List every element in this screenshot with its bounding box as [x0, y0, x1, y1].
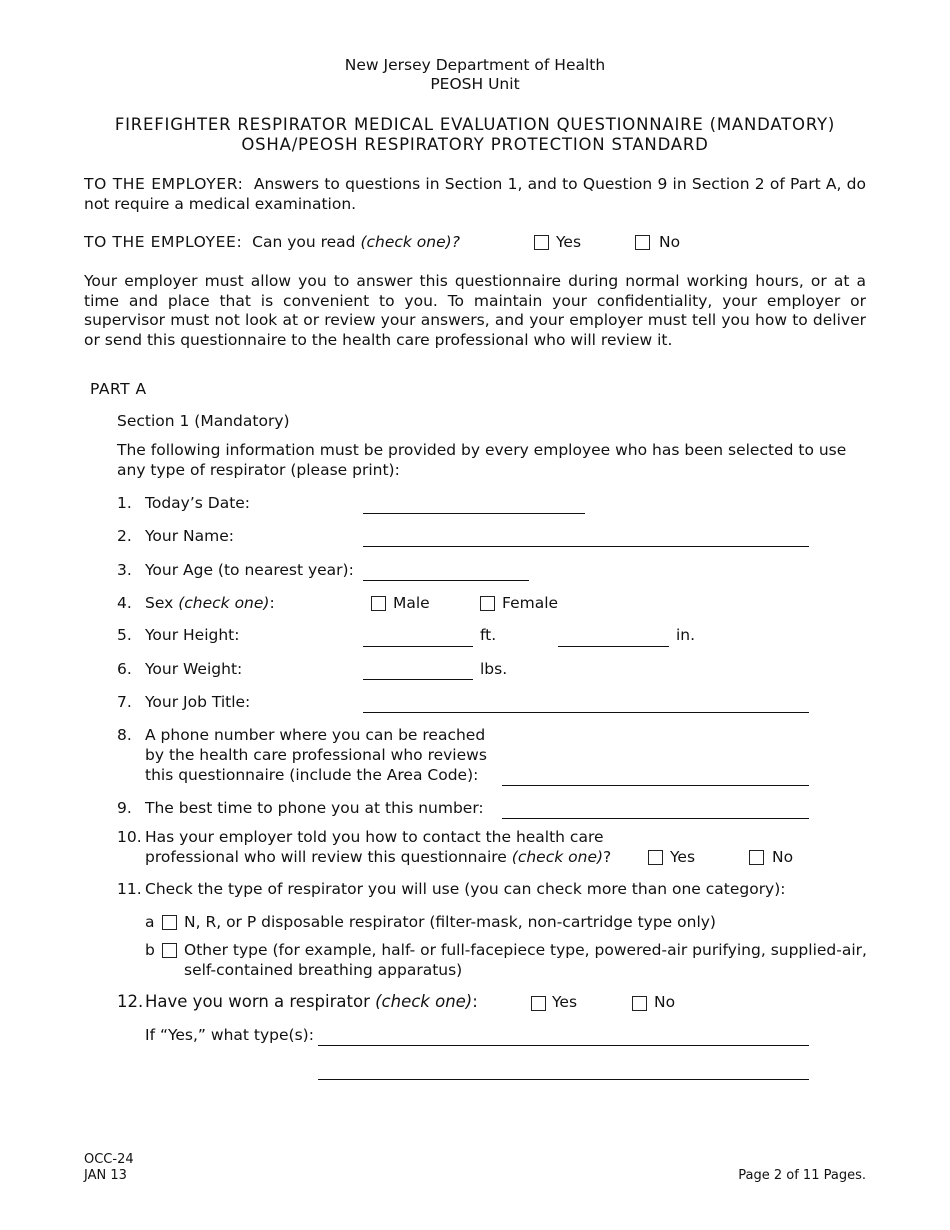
todays-date-field[interactable]: [363, 513, 585, 514]
q4-label: Sex: [145, 594, 174, 612]
height-inches-field[interactable]: [558, 646, 669, 647]
q12-label: Have you worn a respirator: [145, 992, 370, 1011]
q5-label: Your Height:: [145, 626, 240, 644]
q10-hint: (check one): [511, 848, 604, 866]
form-date: JAN 13: [84, 1168, 127, 1183]
unit-name: PEOSH Unit: [430, 75, 520, 93]
read-yes-label: Yes: [556, 233, 582, 251]
q4-hint: (check one): [178, 594, 270, 612]
q8-number: 8.: [117, 726, 132, 744]
agency-name: New Jersey Department of Health: [344, 56, 606, 74]
employer-note-label: TO THE EMPLOYER:: [84, 175, 244, 193]
q9-label: The best time to phone you at this number:: [145, 799, 484, 817]
q8-line1: A phone number where you can be reached: [145, 726, 486, 744]
contact-no-checkbox[interactable]: [749, 850, 764, 865]
employee-read-hint: (check one)?: [360, 233, 460, 251]
height-inches-unit: in.: [676, 626, 696, 644]
part-heading: PART A: [90, 380, 147, 398]
height-feet-unit: ft.: [480, 626, 497, 644]
contact-yes-checkbox[interactable]: [648, 850, 663, 865]
employer-note-text: Answers to questions in Section 1, and to Question 9 in Section 2 of Part A, do not require a medical examination.: [84, 175, 867, 213]
q3-number: 3.: [117, 561, 132, 579]
employee-read-question: [84, 233, 460, 252]
respirator-type-field-1[interactable]: [318, 1045, 809, 1046]
respirator-type-a-checkbox[interactable]: [162, 915, 177, 930]
respirator-type-field-2[interactable]: [318, 1079, 809, 1080]
q11-option-b-line1: Other type (for example, half- or full-facepiece type, powered-air purifying, supplied-air,: [184, 941, 867, 959]
height-feet-field[interactable]: [363, 646, 473, 647]
q11-option-a-text: N, R, or P disposable respirator (filter-mask, non-cartridge type only): [184, 913, 716, 931]
worn-no-label: No: [654, 993, 676, 1011]
q11-number: 11.: [117, 880, 142, 898]
sex-female-checkbox[interactable]: [480, 596, 495, 611]
contact-yes-label: Yes: [670, 848, 696, 866]
intro-paragraph: Your employer must allow you to answer this questionnaire during normal working hours, or at a time and place that is convenient to you. To maintain your confidentiality, your employer or supervisor must not look at or review your answers, and your employer must tell you how to deliver or send this questionnaire to the health care professional who will review it.: [84, 272, 866, 349]
best-time-field[interactable]: [502, 818, 809, 819]
q1-label: Today’s Date:: [145, 494, 251, 512]
q11-option-a-letter: a: [145, 913, 155, 931]
q10-line2-wrap: [145, 848, 611, 867]
sex-male-checkbox[interactable]: [371, 596, 386, 611]
employee-note-label: TO THE EMPLOYEE:: [84, 233, 243, 251]
q11-option-b-letter: b: [145, 941, 155, 959]
sex-male-label: Male: [393, 594, 430, 612]
weight-field[interactable]: [363, 679, 473, 680]
q5-number: 5.: [117, 626, 132, 644]
q7-label: Your Job Title:: [145, 693, 251, 711]
phone-number-field[interactable]: [502, 785, 809, 786]
page-number: Page 2 of 11 Pages.: [738, 1168, 866, 1183]
read-no-label: No: [659, 233, 681, 251]
q11-label: Check the type of respirator you will use (you can check more than one category):: [145, 880, 786, 898]
q2-label: Your Name:: [145, 527, 234, 545]
form-subtitle: OSHA/PEOSH RESPIRATORY PROTECTION STANDARD: [241, 135, 709, 154]
q6-label: Your Weight:: [145, 660, 243, 678]
employee-read-label: Can you read: [252, 233, 356, 251]
q8-line2: by the health care professional who reviews: [145, 746, 487, 764]
q10-line2: professional who will review this questionnaire: [145, 848, 507, 866]
weight-unit: lbs.: [480, 660, 508, 678]
worn-no-checkbox[interactable]: [632, 996, 647, 1011]
read-yes-checkbox[interactable]: [534, 235, 549, 250]
q2-number: 2.: [117, 527, 132, 545]
q12-label-wrap: [145, 992, 478, 1011]
sex-female-label: Female: [502, 594, 559, 612]
worn-yes-label: Yes: [552, 993, 578, 1011]
q6-number: 6.: [117, 660, 132, 678]
section-heading: Section 1 (Mandatory): [117, 412, 290, 430]
section-intro: The following information must be provided by every employee who has been selected to use any type of respirator (please print):: [117, 441, 847, 479]
employer-note: [84, 175, 866, 214]
q9-number: 9.: [117, 799, 132, 817]
q8-line3: this questionnaire (include the Area Code):: [145, 766, 479, 784]
name-field[interactable]: [363, 546, 809, 547]
q1-number: 1.: [117, 494, 132, 512]
q4-label-wrap: [145, 594, 275, 613]
q12-number: 12.: [117, 992, 144, 1011]
form-code: OCC-24: [84, 1152, 134, 1167]
contact-no-label: No: [772, 848, 794, 866]
age-field[interactable]: [363, 580, 529, 581]
q4-colon: :: [269, 594, 275, 612]
q11-option-b-line2: self-contained breathing apparatus): [184, 961, 463, 979]
q3-label: Your Age (to nearest year):: [145, 561, 354, 579]
q7-number: 7.: [117, 693, 132, 711]
q12-hint: (check one): [375, 992, 473, 1011]
read-no-checkbox[interactable]: [635, 235, 650, 250]
job-title-field[interactable]: [363, 712, 809, 713]
worn-yes-checkbox[interactable]: [531, 996, 546, 1011]
q12-followup-label: If “Yes,” what type(s):: [145, 1026, 314, 1044]
q10-number: 10.: [117, 828, 142, 846]
q12-colon: :: [472, 992, 478, 1011]
q10-line1: Has your employer told you how to contact the health care: [145, 828, 604, 846]
respirator-type-b-checkbox[interactable]: [162, 943, 177, 958]
form-title: FIREFIGHTER RESPIRATOR MEDICAL EVALUATION QUESTIONNAIRE (MANDATORY): [114, 115, 836, 134]
q10-tail: ?: [603, 848, 612, 866]
q4-number: 4.: [117, 594, 132, 612]
